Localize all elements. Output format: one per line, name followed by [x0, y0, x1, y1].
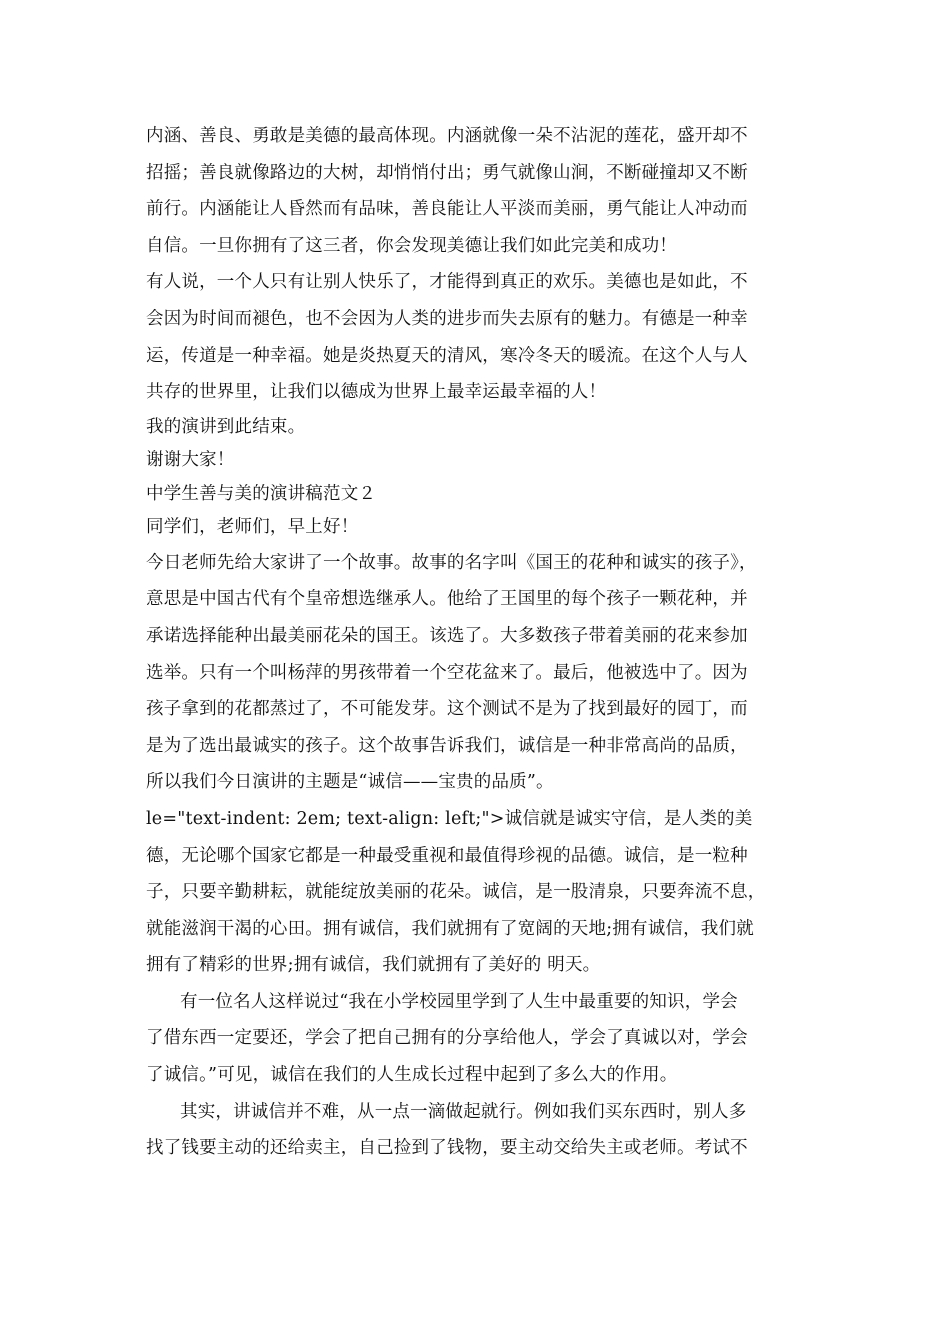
paragraph-virtue-intro	[146, 118, 810, 264]
text-line: 是为了选出最诚实的孩子。这个故事告诉我们，诚信是一种非常高尚的品质，	[146, 735, 748, 756]
paragraph-famous-quote	[146, 984, 810, 1094]
text-line: 意思是中国古代有个皇帝想选继承人。他给了王国里的每个孩子一颗花种，并	[146, 589, 748, 610]
text-line: 会因为时间而褪色，也不会因为人类的进步而失去原有的魅力。有德是一种幸	[146, 308, 748, 329]
text-line: 运，传道是一种幸福。她是炎热夏天的清风，寒冷冬天的暖流。在这个人与人	[146, 345, 748, 366]
text-line: 谢谢大家！	[146, 450, 235, 471]
text-line: 我的演讲到此结束。	[146, 416, 306, 437]
document-body	[146, 118, 810, 1167]
section-title: 中学生善与美的演讲稿范文２	[146, 483, 377, 504]
text-line: 所以我们今日演讲的主题是“诚信——宝贵的品质”。	[146, 772, 554, 793]
text-line: 了诚信。”可见，诚信在我们的人生成长过程中起到了多么大的作用。	[146, 1065, 678, 1086]
text-line: 了借东西一定要还，学会了把自己拥有的分享给他人，学会了真诚以对，学会	[146, 1028, 748, 1049]
text-line: 有人说，一个人只有让别人快乐了，才能得到真正的欢乐。美德也是如此，不	[146, 272, 748, 293]
paragraph-greeting	[146, 511, 810, 545]
text-line: 共存的世界里，让我们以德成为世界上最幸运最幸福的人！	[146, 382, 607, 403]
text-line: 今日老师先给大家讲了一个故事。故事的名字叫《国王的花种和诚实的孩子》，	[146, 552, 757, 573]
text-line: 招摇；善良就像路边的大树，却悄悄付出；勇气就像山涧，不断碰撞却又不断	[146, 162, 748, 183]
text-line: 自信。一旦你拥有了这三者，你会发现美德让我们如此完美和成功！	[146, 235, 677, 256]
text-line: 承诺选择能种出最美丽花朵的国王。该选了。大多数孩子带着美丽的花来参加	[146, 625, 748, 646]
text-line: 子，只要辛勤耕耘，就能绽放美丽的花朵。诚信，是一股清泉，只要奔流不息，	[146, 882, 766, 903]
text-line: 选举。只有一个叫杨萍的男孩带着一个空花盆来了。最后，他被选中了。因为	[146, 662, 748, 683]
text-line: 有一位名人这样说过“我在小学校园里学到了人生中最重要的知识，学会	[180, 991, 738, 1012]
text-line: 就能滋润干渴的心田。拥有诚信，我们就拥有了宽阔的天地;拥有诚信，我们就	[146, 918, 754, 939]
paragraph-practice-integrity	[146, 1094, 810, 1167]
text-line: le="text-indent: 2em; text-align: left;">诚信就是诚实守信，是人类的美	[146, 808, 753, 829]
text-line: 内涵、善良、勇敢是美德的最高体现。内涵就像一朵不沾泥的莲花，盛开却不	[146, 126, 748, 146]
text-line: 其实，讲诚信并不难，从一点一滴做起就行。例如我们买东西时，别人多	[180, 1101, 747, 1122]
text-line: 同学们，老师们，早上好！	[146, 517, 359, 538]
paragraph-virtue-happiness	[146, 264, 810, 410]
paragraph-integrity-definition	[146, 801, 810, 984]
text-line: 找了钱要主动的还给卖主，自己捡到了钱物，要主动交给失主或老师。考试不	[146, 1138, 748, 1159]
section-heading	[146, 478, 810, 512]
text-line: 孩子拿到的花都蒸过了，不可能发芽。这个测试不是为了找到最好的园丁，而	[146, 699, 748, 720]
paragraph-thanks	[146, 444, 810, 478]
paragraph-story	[146, 545, 810, 801]
text-line: 前行。内涵能让人昏然而有品味，善良能让人平淡而美丽，勇气能让人冲动而	[146, 199, 748, 220]
text-line: 德，无论哪个国家它都是一种最受重视和最值得珍视的品德。诚信，是一粒种	[146, 845, 748, 866]
paragraph-speech-end	[146, 411, 810, 445]
text-line: 拥有了精彩的世界;拥有诚信，我们就拥有了美好的 明天。	[146, 955, 601, 976]
